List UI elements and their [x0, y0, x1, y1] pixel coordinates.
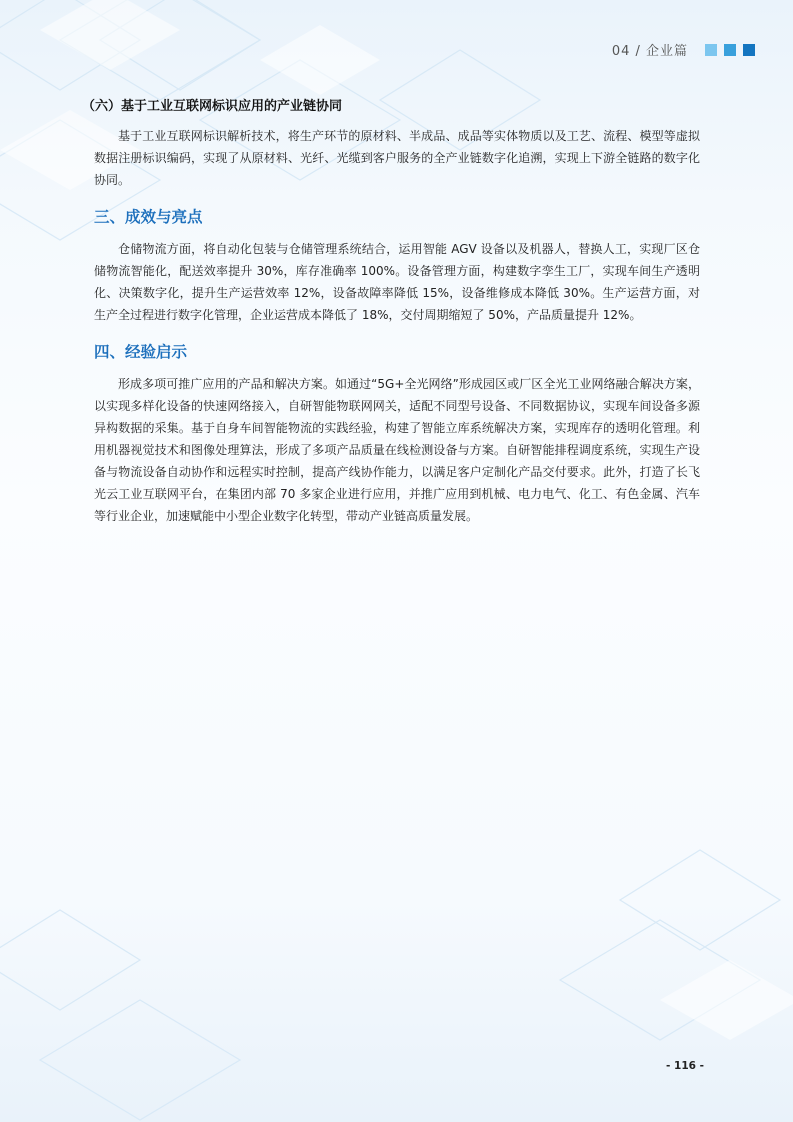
paragraph-results-highlights: 仓储物流方面，将自动化包装与仓储管理系统结合，运用智能 AGV 设备以及机器人，替换人工，实现厂区仓储物流智能化，配送效率提升 30%，库存准确率 100%。设备管理方面，构建数字孪生工厂，实现车间生产透明化、决策数字化，提升生产运营效率 12%，设备故障率降低 15%，设备维修成本降低 30%。生产运营方面，对生产全过程进行数字化管理，企业运营成本降低了 18%，交付周期缩短了 50%，产品质量提升 12%。 — [94, 242, 700, 322]
section-label: 04 / 企业篇 — [611, 44, 688, 59]
blue-square-icon — [724, 44, 736, 56]
subheading-industrial-chain-collaboration: （六）基于工业互联网标识应用的产业链协同 — [82, 99, 343, 114]
dark-blue-square-icon — [743, 44, 755, 56]
light-blue-square-icon — [705, 44, 717, 56]
page-number: - 116 - — [666, 1060, 704, 1072]
paragraph-identification-application: 基于工业互联网标识解析技术，将生产环节的原材料、半成品、成品等实体物质以及工艺、流程、模型等虚拟数据注册标识编码，实现了从原材料、光纤、光缆到客户服务的全产业链数字化追溯，实现上下游全链路的数字化协同。 — [94, 129, 700, 187]
main-content — [82, 95, 700, 527]
paragraph-experience-insights: 形成多项可推广应用的产品和解决方案。如通过“5G+全光网络”形成园区或厂区全光工业网络融合解决方案，以实现多样化设备的快速网络接入，自研智能物联网网关，适配不同型号设备、不同数据协议，实现车间设备多源异构数据的采集。基于自身车间智能物流的实践经验，构建了智能立库系统解决方案，实现库存的透明化管理。利用机器视觉技术和图像处理算法，形成了多项产品质量在线检测设备与方案。自研智能排程调度系统，实现生产设备与物流设备自动协作和远程实时控制，提高产线协作能力，以满足客户定制化产品交付要求。此外，打造了长飞光云工业互联网平台，在集团内部 70 多家企业进行应用，并推广应用到机械、电力电气、化工、有色金属、汽车等行业企业，加速赋能中小型企业数字化转型，带动产业链高质量发展。 — [94, 377, 700, 523]
heading-experience-insights: 四、经验启示 — [94, 343, 188, 361]
heading-results-highlights: 三、成效与亮点 — [94, 208, 203, 226]
page-header — [612, 40, 755, 59]
